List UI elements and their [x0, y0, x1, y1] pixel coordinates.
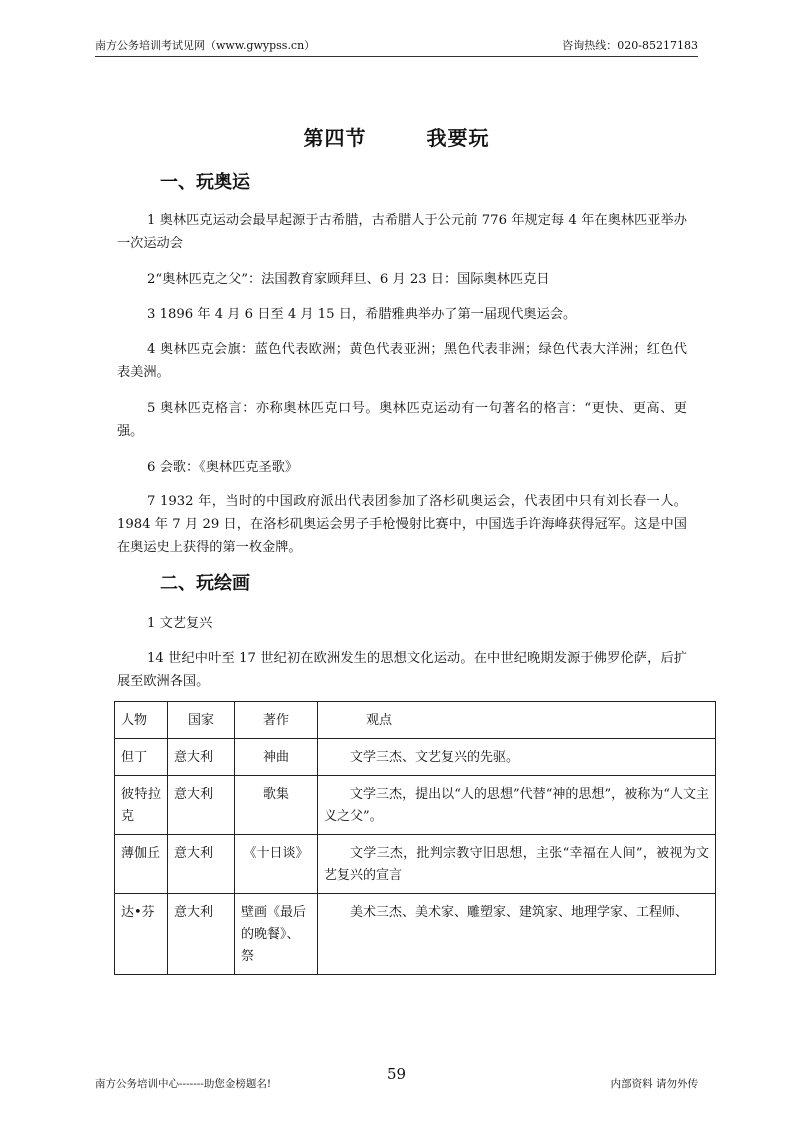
table-row — [115, 739, 716, 776]
paragraph: 6 会歌：《奥林匹克圣歌》 — [147, 460, 299, 475]
cell-works: 壁画《最后的晚餐》、祭 — [235, 894, 318, 975]
cell-person: 达•芬 — [115, 894, 168, 975]
paragraph: 4 奥林匹克会旗：蓝色代表欧洲；黄色代表亚洲；黑色代表非洲；绿色代表大洋洲；红色代表美洲。 — [117, 342, 687, 380]
paragraph: 1 奥林匹克运动会最早起源于古希腊，古希腊人于公元前 776 年规定每 4 年在奥林匹亚举办一次运动会 — [117, 213, 687, 251]
paragraph: 5 奥林匹克格言：亦称奥林匹克口号。奥林匹克运动有一句著名的格言：“更快、更高、更强。 — [117, 401, 687, 439]
title-section-number: 第四节 — [303, 126, 367, 150]
header-divider — [95, 56, 698, 57]
cell-viewpoint: 美术三杰、美术家、雕塑家、建筑家、地理学家、工程师、 — [318, 894, 716, 975]
cell-works: 神曲 — [235, 739, 318, 776]
cell-country: 意大利 — [168, 835, 235, 894]
table-row — [115, 835, 716, 894]
paragraph: 7 1932 年，当时的中国政府派出代表团参加了洛杉矶奥运会，代表团中只有刘长春一人。1984 年 7 月 29 日，在洛杉矶奥运会男子手枪慢射比赛中，中国选手许海峰获得冠军。这是中国在奥运史上获得的第一枚金牌。 — [117, 494, 687, 555]
footer-slogan: 南方公务培训中心-------助您金榜题名! — [95, 1078, 272, 1090]
footer-notice: 内部资料 请勿外传 — [610, 1078, 698, 1090]
page-number: 59 — [386, 1065, 407, 1083]
cell-country: 意大利 — [168, 739, 235, 776]
cell-viewpoint: 文学三杰、文艺复兴的先驱。 — [318, 739, 716, 776]
paragraph: 14 世纪中叶至 17 世纪初在欧洲发生的思想文化运动。在中世纪晚期发源于佛罗伦萨，后扩展至欧洲各国。 — [117, 651, 687, 689]
page-title — [0, 122, 793, 151]
paragraph: 1 文艺复兴 — [147, 616, 213, 631]
section-heading-olympics: 一、玩奥运 — [160, 172, 250, 193]
header-cell-country: 国家 — [168, 702, 235, 739]
paragraph: 3 1896 年 4 月 6 日至 4 月 15 日，希腊雅典举办了第一届现代奥运会。 — [147, 307, 577, 322]
cell-person: 但丁 — [115, 739, 168, 776]
cell-viewpoint: 文学三杰，提出以“人的思想”代替“神的思想”，被称为“人文主义之父”。 — [318, 776, 716, 835]
header-cell-viewpoint: 观点 — [318, 702, 716, 739]
header-hotline: 咨询热线：020-85217183 — [562, 39, 698, 52]
cell-viewpoint: 文学三杰，批判宗教守旧思想，主张“幸福在人间”，被视为文艺复兴的宣言 — [318, 835, 716, 894]
table-row — [115, 894, 716, 975]
header-left-text: 南方公务培训考试见网（www.gwypss.cn） — [95, 39, 316, 52]
cell-country: 意大利 — [168, 776, 235, 835]
header-cell-works: 著作 — [235, 702, 318, 739]
title-section-name: 我要玩 — [426, 126, 490, 150]
renaissance-table — [114, 701, 716, 975]
header-cell-person: 人物 — [115, 702, 168, 739]
cell-country: 意大利 — [168, 894, 235, 975]
paragraph: 2“奥林匹克之父”：法国教育家顾拜旦、6 月 23 日：国际奥林匹克日 — [147, 272, 550, 287]
cell-person: 彼特拉克 — [115, 776, 168, 835]
cell-works: 《十日谈》 — [235, 835, 318, 894]
cell-works: 歌集 — [235, 776, 318, 835]
section-heading-painting: 二、玩绘画 — [160, 573, 250, 594]
cell-person: 薄伽丘 — [115, 835, 168, 894]
table-header-row — [115, 702, 716, 739]
table-row — [115, 776, 716, 835]
